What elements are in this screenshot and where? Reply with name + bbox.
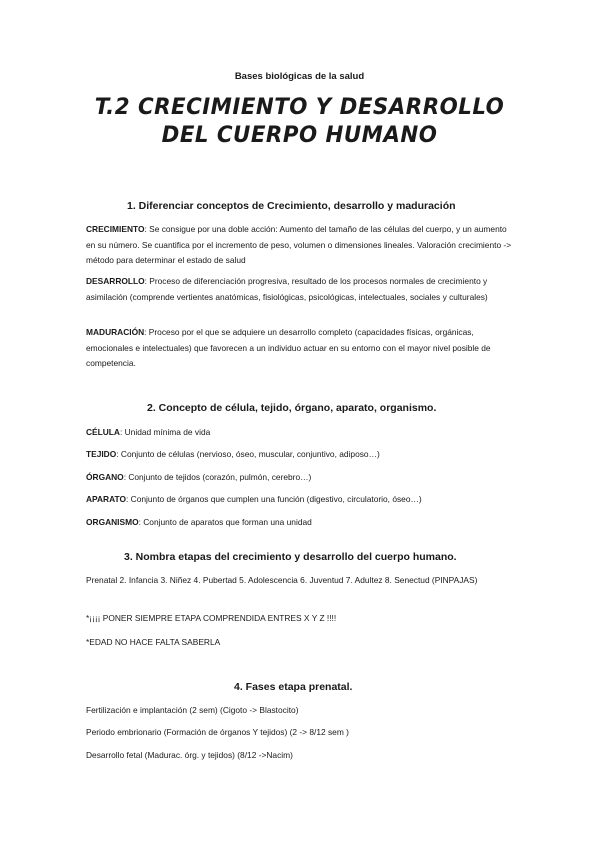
definition-maduracion bbox=[86, 325, 514, 372]
definition-aparato bbox=[86, 493, 422, 505]
page-title bbox=[0, 94, 599, 150]
definition-organismo bbox=[86, 516, 312, 528]
term-celula: CÉLULA bbox=[86, 427, 120, 437]
section-1-heading: 1. Diferenciar conceptos de Crecimiento, desarrollo y maduración bbox=[127, 200, 456, 212]
text-crecimiento: : Se consigue por una doble acción: Aumento del tamaño de las células del cuerpo, y un aumento en su número. Se cuantifica por el incremento de peso, volumen o dimensiones lineales. Valoración crecimiento -> método para determinar el estado de salud bbox=[86, 224, 512, 266]
prenatal-phase-1: Fertilización e implantación (2 sem) (Cigoto -> Blastocito) bbox=[86, 705, 299, 715]
title-line-2: DEL CUERPO HUMANO bbox=[161, 123, 438, 148]
term-desarrollo: DESARROLLO bbox=[86, 276, 145, 286]
section-4-heading: 4. Fases etapa prenatal. bbox=[234, 681, 353, 693]
section-3-heading: 3. Nombra etapas del crecimiento y desarrollo del cuerpo humano. bbox=[124, 551, 457, 563]
term-crecimiento: CRECIMIENTO bbox=[86, 224, 145, 234]
term-organo: ÓRGANO bbox=[86, 472, 124, 482]
text-tejido: : Conjunto de células (nervioso, óseo, muscular, conjuntivo, adiposo…) bbox=[116, 449, 380, 459]
term-tejido: TEJIDO bbox=[86, 449, 117, 459]
subject-header: Bases biológicas de la salud bbox=[234, 71, 365, 82]
stages-list: Prenatal 2. Infancia 3. Niñez 4. Pubertad 5. Adolescencia 6. Juventud 7. Adultez 8. Senectud (PINPAJAS) bbox=[86, 575, 478, 585]
definition-desarrollo bbox=[86, 274, 514, 305]
term-aparato: APARATO bbox=[86, 494, 127, 504]
definition-celula bbox=[86, 426, 210, 438]
term-organismo: ORGANISMO bbox=[86, 517, 139, 527]
text-maduracion: : Proceso por el que se adquiere un desarrollo completo (capacidades físicas, orgánicas, emocionales e intelectuales) que favorecen a un individuo actuar en su entorno con el mayor nivel posible de competencia. bbox=[86, 327, 491, 369]
prenatal-phase-3: Desarrollo fetal (Madurac. órg. y tejidos) (8/12 ->Nacim) bbox=[86, 750, 293, 760]
section-2-heading: 2. Concepto de célula, tejido, órgano, aparato, organismo. bbox=[147, 402, 437, 414]
definition-crecimiento bbox=[86, 222, 514, 269]
text-aparato: : Conjunto de órganos que cumplen una función (digestivo, circulatorio, óseo…) bbox=[126, 494, 422, 504]
text-organo: : Conjunto de tejidos (corazón, pulmón, cerebro…) bbox=[123, 472, 312, 482]
prenatal-phase-2: Periodo embrionario (Formación de órganos Y tejidos) (2 -> 8/12 sem ) bbox=[86, 727, 349, 737]
title-line-1: T.2 CRECIMIENTO Y DESARROLLO bbox=[94, 95, 505, 120]
text-organismo: : Conjunto de aparatos que forman una unidad bbox=[138, 517, 312, 527]
definition-organo bbox=[86, 471, 311, 483]
term-maduracion: MADURACIÓN bbox=[86, 327, 145, 337]
note-etapa: *¡¡¡¡ PONER SIEMPRE ETAPA COMPRENDIDA ENTRES X Y Z !!!! bbox=[86, 613, 337, 623]
text-celula: : Unidad mínima de vida bbox=[119, 427, 211, 437]
note-edad: *EDAD NO HACE FALTA SABERLA bbox=[86, 637, 221, 647]
definition-tejido bbox=[86, 448, 380, 460]
text-desarrollo: : Proceso de diferenciación progresiva, resultado de los procesos normales de crecimiento y asimilación (comprende vertientes anatómicas, fisiológicas, psicológicas, intelectuales, sociales y culturales) bbox=[86, 276, 488, 302]
